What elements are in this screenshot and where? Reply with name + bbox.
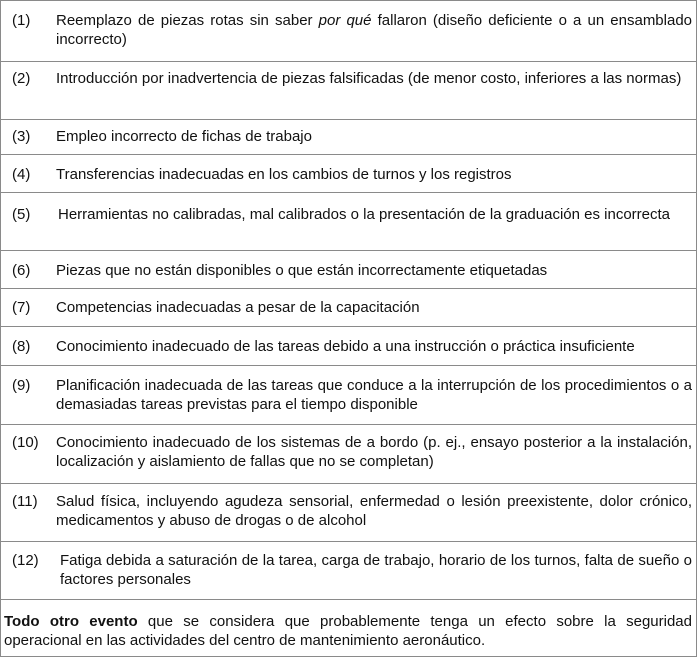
- table-row: [1, 366, 696, 425]
- table-row: [1, 62, 696, 120]
- item-number: (9): [12, 377, 31, 394]
- table-row: [1, 327, 696, 366]
- item-text: Herramientas no calibradas, mal calibrados o la presentación de la graduación es incorrecta: [58, 206, 670, 223]
- item-number: (8): [12, 338, 31, 355]
- table-row: [1, 193, 696, 251]
- table-row: [1, 155, 696, 193]
- footer-bold-label: Todo otro evento: [4, 613, 138, 630]
- item-number: (4): [12, 166, 31, 183]
- table-row: [1, 289, 696, 327]
- item-text: Piezas que no están disponibles o que están incorrectamente etiquetadas: [56, 262, 548, 279]
- item-text: Planificación inadecuada de las tareas que conduce a la interrupción de los procedimientos o a demasiadas tareas previstas para el tiempo disponible: [56, 377, 692, 413]
- table-row: [1, 425, 696, 484]
- item-text: Competencias inadecuadas a pesar de la capacitación: [56, 299, 420, 316]
- item-text: Conocimiento inadecuado de los sistemas de a bordo (p. ej., ensayo posterior a la instalación, localización y aislamiento de fallas que no se completan): [56, 434, 692, 470]
- item-number: (11): [12, 493, 38, 510]
- emphasis-text: por qué: [318, 12, 372, 29]
- item-number: (12): [12, 552, 39, 569]
- table-row: [1, 1, 696, 62]
- table-row: [1, 120, 696, 155]
- item-text: Reemplazo de piezas rotas sin saber por qué fallaron (diseño deficiente o a un ensamblado incorrecto): [56, 12, 693, 48]
- item-text: Transferencias inadecuadas en los cambios de turnos y los registros: [56, 166, 512, 183]
- item-text: Introducción por inadvertencia de piezas falsificadas (de menor costo, inferiores a las normas): [56, 70, 682, 87]
- item-text: Conocimiento inadecuado de las tareas debido a una instrucción o práctica insuficiente: [56, 338, 635, 355]
- item-number: (6): [12, 262, 31, 279]
- item-number: (3): [12, 128, 31, 145]
- table-row: [1, 484, 696, 542]
- item-text: Salud física, incluyendo agudeza sensorial, enfermedad o lesión preexistente, dolor crónico, medicamentos y abuso de drogas o de alcohol: [56, 493, 692, 529]
- table-row: [1, 542, 696, 600]
- item-number: (1): [12, 12, 31, 29]
- footer-text: Todo otro evento que se considera que probablemente tenga un efecto sobre la seguridad operacional en las actividades del centro de mantenimiento aeronáutico.: [4, 613, 692, 649]
- item-number: (2): [12, 70, 31, 87]
- item-text: Empleo incorrecto de fichas de trabajo: [56, 128, 312, 145]
- table-row: [1, 251, 696, 289]
- table-footer: [1, 600, 696, 656]
- item-number: (10): [12, 434, 39, 451]
- item-number: (5): [12, 206, 31, 223]
- item-number: (7): [12, 299, 31, 316]
- item-text: Fatiga debida a saturación de la tarea, carga de trabajo, horario de los turnos, falta de sueño o factores personales: [60, 552, 692, 588]
